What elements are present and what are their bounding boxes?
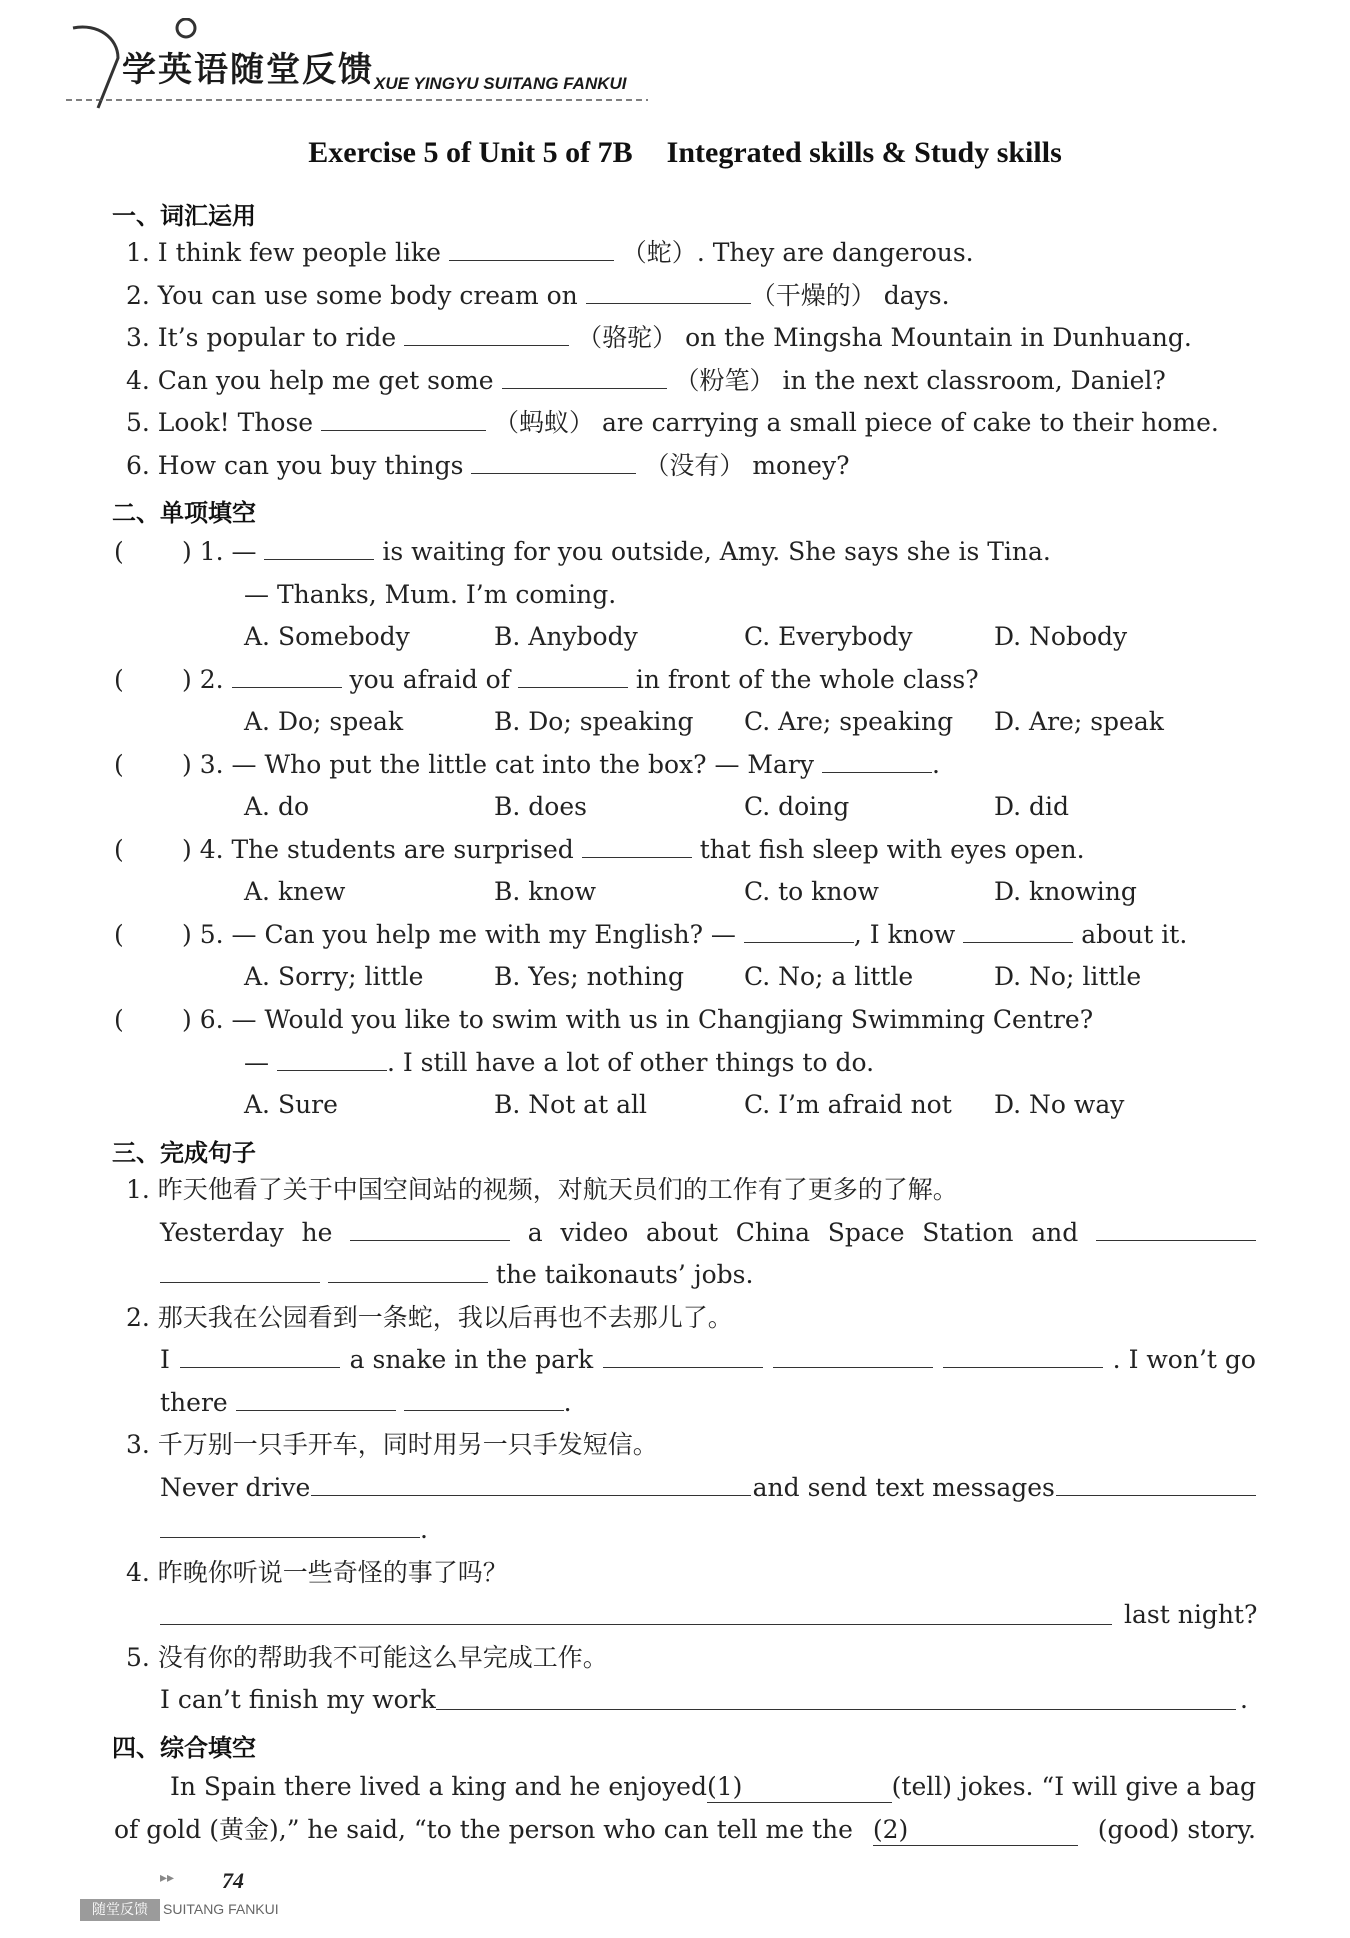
mc-q1-option-c[interactable]: C. Everybody [744,622,913,651]
answer-paren[interactable]: ( [114,920,172,949]
sentence-q3-english: Never drive and send text messages [160,1473,1256,1503]
cloze-line2: of gold (黄金),” he said, “to the person who can tell me the (2) (good) story. [114,1815,1256,1844]
mc-q1-option-a[interactable]: A. Somebody [244,622,410,651]
mc-q5-option-a[interactable]: A. Sorry; little [244,962,424,991]
answer-blank[interactable] [773,1345,933,1368]
answer-blank[interactable] [1096,1218,1256,1241]
sentence-q4-chinese: 4. 昨晚你听说一些奇怪的事了吗？ [126,1558,508,1587]
footer-label: 随堂反馈 [80,1899,160,1921]
page-arrow-icon: ▸▸ [160,1870,175,1886]
answer-blank-long[interactable] [436,1709,1236,1710]
sentence-q2-line2: there . [160,1388,572,1417]
answer-blank[interactable] [963,920,1073,943]
cloze-blank-2[interactable]: (2) [873,1815,1078,1846]
answer-blank[interactable] [518,665,628,688]
sentence-q1-english: Yesterday he a video about China Space Station and [160,1218,1256,1248]
answer-blank[interactable] [404,323,569,346]
sentence-q1-line2: the taikonauts’ jobs. [160,1260,753,1290]
answer-paren[interactable]: ( [114,665,172,694]
vocab-q4: 4. Can you help me get some （粉笔） in the next classroom, Daniel? [126,366,1166,395]
mc-q1: ) 1. — is waiting for you outside, Amy. She says she is Tina. [182,537,1051,566]
mc-q4-option-c[interactable]: C. to know [744,877,879,906]
sentence-q1-chinese: 1. 昨天他看了关于中国空间站的视频，对航天员们的工作有了更多的了解。 [126,1175,958,1204]
section-heading-cloze: 四、综合填空 [112,1734,256,1762]
section-heading-vocab: 一、词汇运用 [112,202,256,230]
mc-q4-option-d[interactable]: D. knowing [994,877,1137,906]
mc-q1-option-b[interactable]: B. Anybody [494,622,638,651]
mc-q2: ) 2. you afraid of in front of the whole class? [182,665,979,694]
answer-blank[interactable] [586,281,751,304]
header-pinyin-title: XUE YINGYU SUITANG FANKUI [374,74,627,93]
answer-blank[interactable] [744,920,854,943]
answer-blank-long[interactable] [160,1624,1112,1625]
mc-q6-option-b[interactable]: B. Not at all [494,1090,647,1119]
vocab-q1: 1. I think few people like （蛇）. They are dangerous. [126,238,974,267]
answer-blank[interactable] [180,1345,340,1368]
mc-q6-option-c[interactable]: C. I’m afraid not [744,1090,952,1119]
mc-q3: ) 3. — Who put the little cat into the box? — Mary . [182,750,940,779]
answer-paren[interactable]: ( [114,537,172,566]
cloze-blank-1[interactable]: (1) [707,1772,892,1803]
mc-q5-option-d[interactable]: D. No; little [994,962,1142,991]
answer-blank[interactable] [404,1388,564,1411]
sentence-q2-english: I a snake in the park . I won’t go [160,1345,1256,1374]
cloze-line1: In Spain there lived a king and he enjoyed (1) (tell) jokes. “I will give a bag [170,1772,1256,1801]
vocab-q2: 2. You can use some body cream on （干燥的） days. [126,281,950,310]
title-part1: Exercise 5 of Unit 5 of 7B [308,136,633,169]
answer-blank[interactable] [943,1345,1103,1368]
header-chinese-title: 学英语随堂反馈 [122,50,374,90]
mc-q4-option-a[interactable]: A. knew [244,877,346,906]
mc-q3-option-c[interactable]: C. doing [744,792,850,821]
mc-q5: ) 5. — Can you help me with my English? — , I know about it. [182,920,1188,949]
answer-blank[interactable] [328,1260,488,1283]
footer-pinyin: SUITANG FANKUI [163,1901,279,1917]
mc-q2-option-a[interactable]: A. Do; speak [244,707,404,736]
sentence-q5-chinese: 5. 没有你的帮助我不可能这么早完成工作。 [126,1643,608,1672]
answer-blank[interactable] [236,1388,396,1411]
mc-q6-option-d[interactable]: D. No way [994,1090,1125,1119]
section-heading-mc: 二、单项填空 [112,499,256,527]
sentence-q5-english: I can’t finish my work [160,1685,436,1714]
answer-blank[interactable] [350,1218,510,1241]
answer-paren[interactable]: ( [114,750,172,779]
sentence-q3-chinese: 3. 千万别一只手开车，同时用另一只手发短信。 [126,1430,658,1459]
sentence-q5-end: . [1240,1685,1248,1714]
answer-blank[interactable] [160,1260,320,1283]
mc-q3-option-b[interactable]: B. does [494,792,587,821]
answer-paren[interactable]: ( [114,835,172,864]
answer-blank[interactable] [449,238,614,261]
answer-blank[interactable] [502,366,667,389]
mc-q2-option-d[interactable]: D. Are; speak [994,707,1164,736]
mc-q6: ) 6. — Would you like to swim with us in Changjiang Swimming Centre? [182,1005,1094,1034]
mc-q1-line2: — Thanks, Mum. I’m coming. [244,580,617,609]
vocab-q5: 5. Look! Those （蚂蚁） are carrying a small piece of cake to their home. [126,408,1219,437]
answer-paren[interactable]: ( [114,1005,172,1034]
mc-q5-option-c[interactable]: C. No; a little [744,962,914,991]
sentence-q2-chinese: 2. 那天我在公园看到一条蛇，我以后再也不去那儿了。 [126,1303,733,1332]
mc-q5-option-b[interactable]: B. Yes; nothing [494,962,684,991]
answer-blank[interactable] [321,408,486,431]
sentence-q4-end: last night? [1124,1600,1258,1629]
answer-blank[interactable] [471,451,636,474]
answer-blank[interactable] [822,750,932,773]
answer-blank[interactable] [232,665,342,688]
mc-q4: ) 4. The students are surprised that fish sleep with eyes open. [182,835,1085,864]
mc-q2-option-c[interactable]: C. Are; speaking [744,707,954,736]
mc-q3-option-a[interactable]: A. do [244,792,310,821]
sentence-q3-line2: . [160,1515,428,1545]
answer-blank[interactable] [311,1473,751,1496]
section-heading-sentences: 三、完成句子 [112,1139,256,1167]
mc-q4-option-b[interactable]: B. know [494,877,596,906]
mc-q2-option-b[interactable]: B. Do; speaking [494,707,694,736]
answer-blank[interactable] [277,1048,387,1071]
mc-q1-option-d[interactable]: D. Nobody [994,622,1128,651]
answer-blank[interactable] [1056,1473,1256,1496]
mc-q3-option-d[interactable]: D. did [994,792,1070,821]
answer-blank[interactable] [264,537,374,560]
mc-q6-option-a[interactable]: A. Sure [244,1090,338,1119]
vocab-q6: 6. How can you buy things （没有） money? [126,451,850,480]
vocab-q3: 3. It’s popular to ride （骆驼） on the Mingsha Mountain in Dunhuang. [126,323,1192,352]
page-number: 74 [222,1868,244,1893]
answer-blank[interactable] [160,1515,420,1538]
mc-q6-line2: — . I still have a lot of other things to do. [244,1048,875,1077]
title-part2: Integrated skills & Study skills [666,136,1062,169]
answer-blank[interactable] [603,1345,763,1368]
page-title [0,136,1350,170]
answer-blank[interactable] [582,835,692,858]
